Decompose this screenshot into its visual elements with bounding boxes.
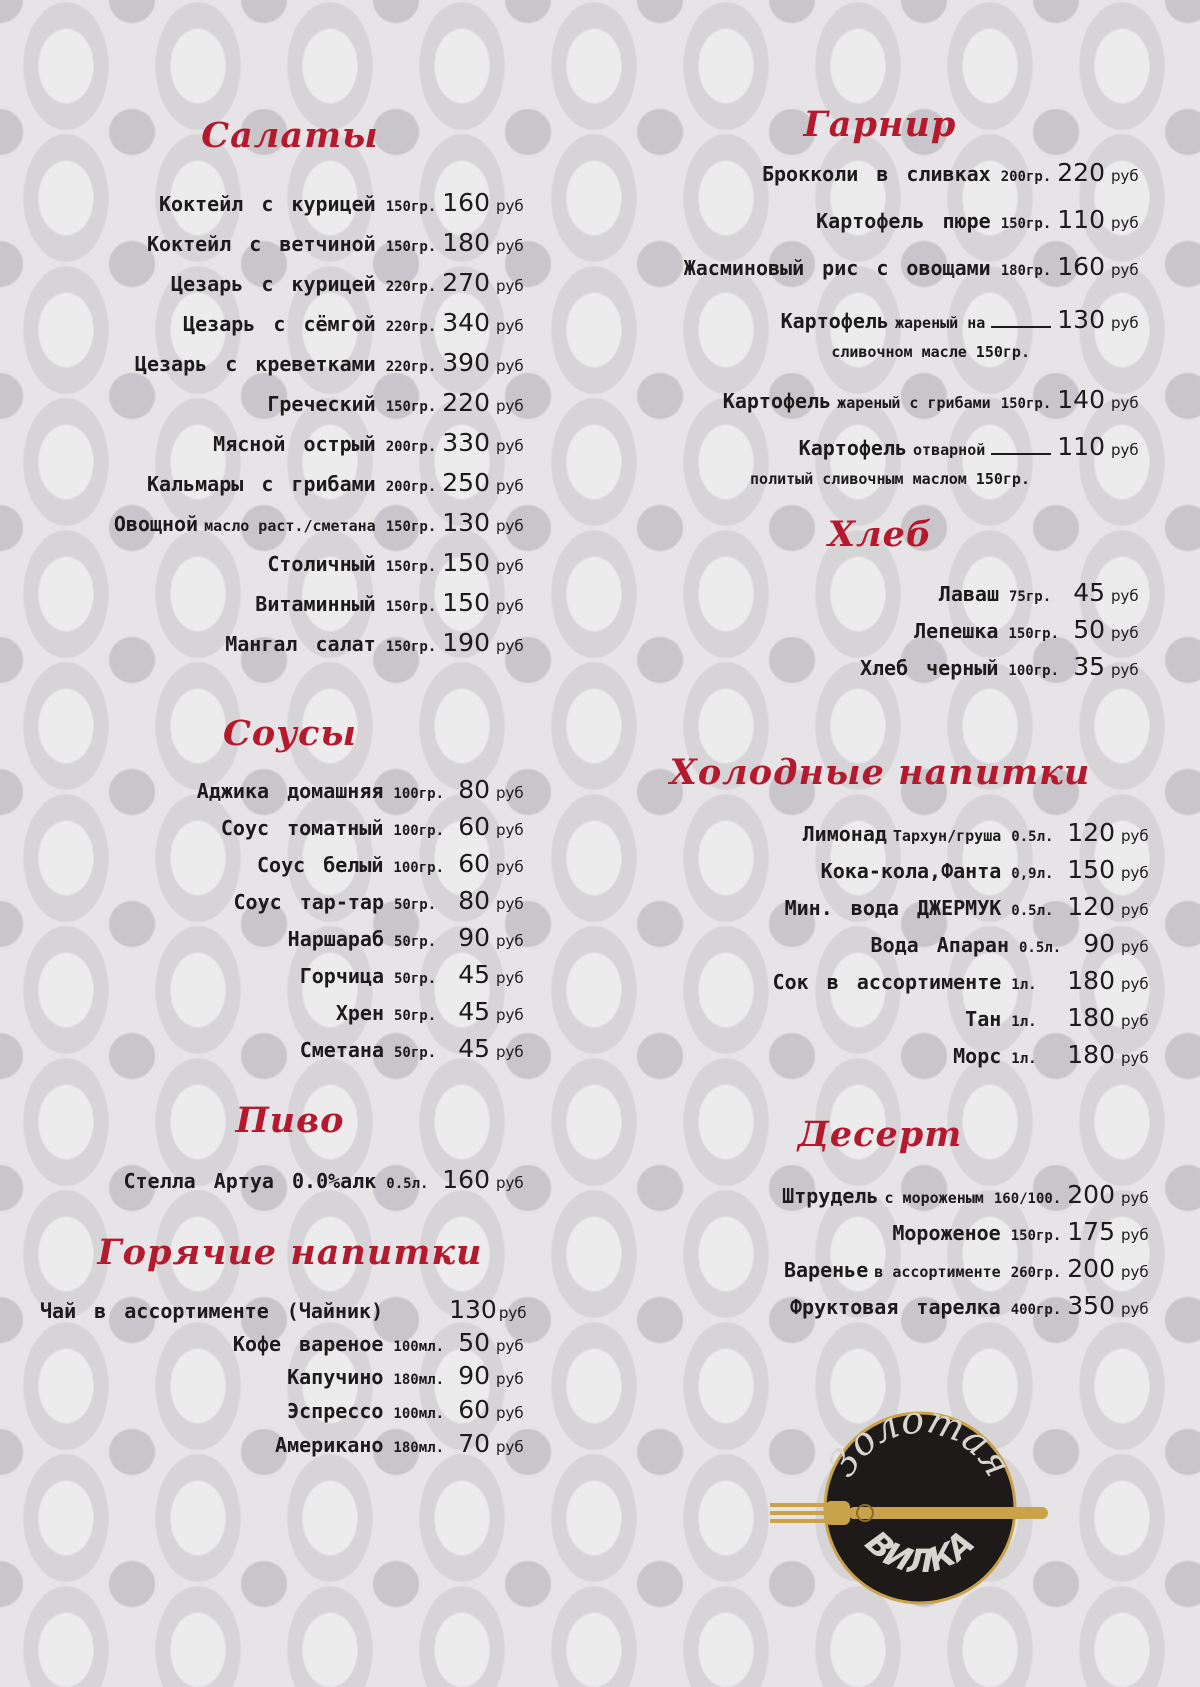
item-price: 350 xyxy=(1067,1291,1115,1320)
item-name: Цезарь с курицей xyxy=(171,272,376,296)
item-name: Коктейл с курицей xyxy=(159,192,376,216)
item-price: 220 xyxy=(1057,158,1105,187)
item-price: 35 xyxy=(1073,652,1105,681)
item-name: Морс xyxy=(953,1044,1002,1068)
item-price: 190 xyxy=(442,628,490,657)
item-name: Столичный xyxy=(267,552,376,576)
item-weight: 50гр. xyxy=(394,1008,437,1024)
menu-item xyxy=(600,1180,1155,1209)
item-subline: сливочном масле 150гр. xyxy=(831,343,1030,361)
item-weight: 200гр. xyxy=(385,479,437,495)
menu-item xyxy=(40,1395,530,1424)
item-currency: руб xyxy=(1121,1012,1149,1030)
item-weight: 100мл. xyxy=(393,1339,444,1355)
item-subline: политый сливочным маслом 150гр. xyxy=(750,470,1030,488)
item-weight: 220гр. xyxy=(385,359,437,375)
item-weight: 180мл. xyxy=(393,1372,444,1388)
item-price: 180 xyxy=(1067,1003,1115,1032)
menu-item xyxy=(40,188,530,217)
item-weight: 50гр. xyxy=(394,1045,437,1061)
item-name: Варенье xyxy=(783,1258,869,1282)
item-currency: руб xyxy=(496,637,524,655)
item-name: Лимонад xyxy=(802,822,887,846)
item-price: 160 xyxy=(1057,252,1105,281)
menu-item xyxy=(40,628,530,657)
item-weight: 150гр. xyxy=(385,599,437,615)
menu-item xyxy=(600,652,1145,681)
item-name: Картофель пюре xyxy=(816,209,991,233)
item-note: с мороженым xyxy=(884,1189,984,1207)
item-currency: руб xyxy=(1121,1300,1149,1318)
item-weight: 100гр. xyxy=(1008,663,1059,679)
dash-line xyxy=(991,452,1051,455)
item-name: Цезарь с сёмгой xyxy=(183,312,376,336)
item-weight: 0.5л. xyxy=(1011,829,1054,845)
item-name: Аджика домашняя xyxy=(196,779,384,803)
menu-item xyxy=(40,1328,530,1357)
item-weight: 200гр. xyxy=(385,439,437,455)
item-weight: 0.5л. xyxy=(1019,940,1062,956)
item-price: 270 xyxy=(442,268,490,297)
item-price: 130 xyxy=(449,1295,497,1324)
menu-item xyxy=(40,886,530,915)
item-currency: руб xyxy=(496,858,524,876)
menu-item xyxy=(600,305,1145,334)
menu-item xyxy=(40,997,530,1026)
item-name: Жасминовый рис с овощами xyxy=(683,256,991,280)
item-price: 160 xyxy=(442,1165,490,1194)
item-price: 90 xyxy=(1083,929,1115,958)
item-currency: руб xyxy=(1111,394,1139,412)
item-currency: руб xyxy=(496,317,524,335)
item-price: 120 xyxy=(1067,818,1115,847)
item-weight: 50гр. xyxy=(394,897,437,913)
item-price: 150 xyxy=(1067,855,1115,884)
item-name: Соус белый xyxy=(257,853,384,877)
item-weight: 1л. xyxy=(1011,977,1037,993)
item-weight: 100гр. xyxy=(393,823,444,839)
item-name: Хлеб черный xyxy=(859,656,999,680)
item-price: 130 xyxy=(442,508,490,537)
item-name: Соус тар-тар xyxy=(233,890,384,914)
item-name: Эспрессо xyxy=(287,1399,384,1423)
item-weight: 150гр. xyxy=(1000,216,1052,232)
item-price: 150 xyxy=(442,588,490,617)
item-note: жареный с грибами xyxy=(837,394,991,412)
item-currency: руб xyxy=(496,437,524,455)
item-currency: руб xyxy=(496,1174,524,1192)
section-title-dessert: Десерт xyxy=(797,1114,963,1155)
item-currency: руб xyxy=(496,895,524,913)
item-currency: руб xyxy=(496,1006,524,1024)
menu-item xyxy=(40,268,530,297)
item-price: 160 xyxy=(442,188,490,217)
item-name: Хрен xyxy=(335,1001,384,1025)
item-name: Стелла Артуа 0.0%алк xyxy=(123,1169,377,1193)
item-price: 150 xyxy=(442,548,490,577)
item-currency: руб xyxy=(496,357,524,375)
menu-item xyxy=(40,1295,530,1324)
item-name: Кофе вареное xyxy=(232,1332,384,1356)
item-name: Фруктовая тарелка xyxy=(790,1295,1001,1319)
item-note: масло раст./сметана xyxy=(204,517,376,535)
menu-item xyxy=(600,432,1145,461)
item-name: Сметана xyxy=(299,1038,384,1062)
item-price: 90 xyxy=(458,1361,490,1390)
menu-item xyxy=(600,578,1145,607)
item-name: Брокколи в сливках xyxy=(761,162,991,186)
item-price: 50 xyxy=(1073,615,1105,644)
menu-item xyxy=(600,966,1155,995)
item-name: Тан xyxy=(965,1007,1002,1031)
item-weight: 220гр. xyxy=(385,279,437,295)
item-price: 175 xyxy=(1067,1217,1115,1246)
menu-item xyxy=(40,775,530,804)
item-name: Картофель xyxy=(722,389,832,413)
menu-item xyxy=(40,228,530,257)
item-price: 200 xyxy=(1067,1180,1115,1209)
item-price: 180 xyxy=(442,228,490,257)
item-price: 180 xyxy=(1067,966,1115,995)
item-weight: 260гр. xyxy=(1010,1265,1062,1281)
item-price: 50 xyxy=(458,1328,490,1357)
item-currency: руб xyxy=(1111,441,1139,459)
item-name: Мангал салат xyxy=(225,632,376,656)
item-name: Американо xyxy=(275,1433,384,1457)
item-note: Тархун/груша xyxy=(892,827,1002,845)
menu-item xyxy=(600,158,1145,187)
item-currency: руб xyxy=(496,197,524,215)
item-currency: руб xyxy=(498,1304,527,1322)
item-name: Цезарь с креветками xyxy=(134,352,376,376)
item-name: Витаминный xyxy=(255,592,376,616)
section-title-bread: Хлеб xyxy=(827,514,933,555)
menu-item xyxy=(40,1165,530,1194)
item-price: 180 xyxy=(1067,1040,1115,1069)
menu-item xyxy=(40,960,530,989)
item-weight: 0.5л. xyxy=(1011,903,1054,919)
item-weight: 150гр. xyxy=(385,399,437,415)
item-price: 120 xyxy=(1067,892,1115,921)
item-name: Капучино xyxy=(287,1365,384,1389)
item-price: 70 xyxy=(458,1429,490,1458)
item-currency: руб xyxy=(1111,261,1139,279)
item-name: Сок в ассортименте xyxy=(772,970,1002,994)
item-weight: 220гр. xyxy=(385,319,437,335)
item-currency: руб xyxy=(1111,314,1139,332)
item-price: 390 xyxy=(442,348,490,377)
item-name: Соус томатный xyxy=(220,816,384,840)
item-name: Вода Апаран xyxy=(870,933,1009,957)
item-price: 110 xyxy=(1057,432,1105,461)
item-price: 45 xyxy=(458,1034,490,1063)
item-price: 250 xyxy=(442,468,490,497)
item-name: Коктейл с ветчиной xyxy=(146,232,376,256)
menu-item xyxy=(40,508,530,537)
item-weight: 1л. xyxy=(1011,1014,1037,1030)
section-title-sauces: Соусы xyxy=(222,713,358,754)
item-weight: 150гр. xyxy=(1000,396,1052,412)
menu-item xyxy=(600,1254,1155,1283)
menu-item xyxy=(40,812,530,841)
section-title-salads: Салаты xyxy=(201,115,379,156)
item-currency: руб xyxy=(1111,624,1139,642)
item-currency: руб xyxy=(496,821,524,839)
menu-item xyxy=(40,1361,530,1390)
item-currency: руб xyxy=(496,597,524,615)
menu-item xyxy=(600,205,1145,234)
item-weight: 150гр. xyxy=(385,519,437,535)
item-name: Мороженое xyxy=(892,1221,1001,1245)
menu-item xyxy=(40,548,530,577)
item-currency: руб xyxy=(1121,1263,1149,1281)
menu-item xyxy=(40,468,530,497)
item-price: 200 xyxy=(1067,1254,1115,1283)
item-weight: 50гр. xyxy=(394,934,437,950)
item-price: 90 xyxy=(458,923,490,952)
menu-item xyxy=(40,308,530,337)
item-name: Наршараб xyxy=(287,927,384,951)
item-weight: 1л. xyxy=(1011,1051,1037,1067)
item-weight: 100гр. xyxy=(393,860,444,876)
item-price: 80 xyxy=(458,775,490,804)
item-currency: руб xyxy=(496,477,524,495)
section-title-garnish: Гарнир xyxy=(803,104,957,145)
item-currency: руб xyxy=(1121,864,1149,882)
menu-item xyxy=(40,1034,530,1063)
item-weight: 0.5л. xyxy=(386,1176,429,1192)
menu-item xyxy=(40,849,530,878)
item-currency: руб xyxy=(496,932,524,950)
menu-item xyxy=(600,1040,1155,1069)
item-name: Горчица xyxy=(299,964,384,988)
item-name: Греческий xyxy=(267,392,376,416)
item-weight: 180гр. xyxy=(1000,263,1052,279)
item-price: 140 xyxy=(1057,385,1105,414)
item-currency: руб xyxy=(1111,661,1139,679)
section-title-cold-drinks: Холодные напитки xyxy=(669,752,1091,793)
item-name: Картофель xyxy=(780,309,889,333)
item-currency: руб xyxy=(496,1404,524,1422)
item-note: в ассортименте xyxy=(874,1263,1001,1281)
item-currency: руб xyxy=(496,1438,524,1456)
logo-bottom-text: ВИЛКА xyxy=(858,1523,982,1581)
item-weight: 0,9л. xyxy=(1011,866,1054,882)
section-title-beer: Пиво xyxy=(235,1100,345,1141)
item-weight: 50гр. xyxy=(394,971,437,987)
item-currency: руб xyxy=(1121,827,1149,845)
item-currency: руб xyxy=(496,1337,524,1355)
menu-item xyxy=(600,615,1145,644)
item-note: отварной xyxy=(913,441,986,459)
item-price: 45 xyxy=(458,997,490,1026)
item-price: 45 xyxy=(458,960,490,989)
item-weight: 160/100. xyxy=(993,1191,1062,1207)
item-name: Штрудель xyxy=(782,1184,879,1208)
item-name: Мясной острый xyxy=(213,432,376,456)
item-weight: 75гр. xyxy=(1009,589,1052,605)
item-currency: руб xyxy=(496,784,524,802)
item-price: 220 xyxy=(442,388,490,417)
item-weight: 150гр. xyxy=(385,639,437,655)
item-name: Овощной xyxy=(113,512,199,536)
item-weight: 200гр. xyxy=(1000,169,1052,185)
item-weight: 100мл. xyxy=(393,1406,444,1422)
item-currency: руб xyxy=(496,969,524,987)
menu-item xyxy=(40,428,530,457)
item-currency: руб xyxy=(496,1370,524,1388)
item-currency: руб xyxy=(1111,587,1139,605)
item-weight: 150гр. xyxy=(385,199,437,215)
item-weight: 150гр. xyxy=(385,239,437,255)
item-weight: 150гр. xyxy=(1010,1228,1062,1244)
menu-item xyxy=(600,855,1155,884)
item-currency: руб xyxy=(496,517,524,535)
item-currency: руб xyxy=(1121,938,1149,956)
item-currency: руб xyxy=(496,277,524,295)
item-name: Картофель xyxy=(798,436,908,460)
item-currency: руб xyxy=(496,397,524,415)
item-price: 60 xyxy=(458,849,490,878)
item-name: Лепешка xyxy=(914,619,999,643)
item-note: жареный на xyxy=(894,314,986,332)
item-name: Кальмары с грибами xyxy=(146,472,376,496)
item-price: 110 xyxy=(1057,205,1105,234)
item-currency: руб xyxy=(496,1043,524,1061)
item-currency: руб xyxy=(1121,1189,1149,1207)
menu-item xyxy=(40,388,530,417)
menu-item xyxy=(40,1429,530,1458)
menu-item xyxy=(40,923,530,952)
item-currency: руб xyxy=(1111,214,1139,232)
item-weight: 400гр. xyxy=(1010,1302,1062,1318)
menu-item xyxy=(600,1217,1155,1246)
item-price: 60 xyxy=(458,1395,490,1424)
menu-item xyxy=(600,252,1145,281)
dash-line xyxy=(991,325,1051,328)
item-price: 130 xyxy=(1057,305,1105,334)
item-price: 45 xyxy=(1073,578,1105,607)
item-name: Мин. вода ДЖЕРМУК xyxy=(784,896,1002,920)
item-name: Чай в ассортименте (Чайник) xyxy=(40,1299,384,1323)
logo-top-text: Золотая xyxy=(819,1408,1021,1485)
item-price: 340 xyxy=(442,308,490,337)
menu-item xyxy=(600,1003,1155,1032)
item-currency: руб xyxy=(496,237,524,255)
item-price: 60 xyxy=(458,812,490,841)
item-weight: 100гр. xyxy=(393,786,444,802)
menu-item xyxy=(40,588,530,617)
item-currency: руб xyxy=(1121,975,1149,993)
menu-item xyxy=(600,1291,1155,1320)
section-title-hot-drinks: Горячие напитки xyxy=(97,1232,483,1273)
menu-item xyxy=(600,892,1155,921)
item-currency: руб xyxy=(1111,167,1139,185)
restaurant-logo xyxy=(770,1408,1070,1608)
item-name: Кока-кола,Фанта xyxy=(820,859,1002,883)
menu-item xyxy=(600,929,1155,958)
item-price: 330 xyxy=(442,428,490,457)
item-weight: 150гр. xyxy=(1008,626,1059,642)
item-currency: руб xyxy=(496,557,524,575)
menu-item xyxy=(600,385,1145,414)
item-currency: руб xyxy=(1121,901,1149,919)
menu-item xyxy=(600,818,1155,847)
item-weight: 150гр. xyxy=(385,559,437,575)
item-price: 80 xyxy=(458,886,490,915)
menu-item xyxy=(40,348,530,377)
item-weight: 180мл. xyxy=(393,1440,444,1456)
item-currency: руб xyxy=(1121,1226,1149,1244)
item-name: Лаваш xyxy=(938,582,999,606)
item-currency: руб xyxy=(1121,1049,1149,1067)
